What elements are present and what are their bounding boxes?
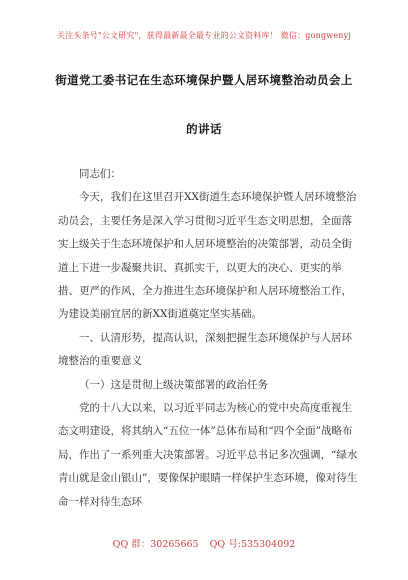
document-title-line-1: 街道党工委书记在生态环境保护暨人居环境整治动员会上 <box>55 73 353 87</box>
document-body <box>58 163 358 514</box>
section-heading-1: 一、认清形势，提高认识，深刻把握生态环境保护与人居环境整治的重要意义 <box>58 331 352 368</box>
paragraph-body: 党的十八大以来，以习近平同志为核心的党中央高度重视生态文明建设，将其纳入“五位一体”总体布局和“四个全面”战略布局，作出了一系列重大决策部署。习近平总书记多次强调，“绿水青山就是金山银山”，要像保护眼睛一样保护生态环境，像对待生命一样对待生态环 <box>58 402 358 508</box>
footer-qq-number: QQ 号:535304092 <box>209 539 296 550</box>
footer-contact <box>0 536 408 550</box>
paragraph-intro: 今天，我们在这里召开XX街道生态环境保护暨人居环境整治动员会，主要任务是深入学习贯彻习近平生态文明思想，全面落实上级关于生态环境保护和人居环境整治的决策部署，动员全街道上下进一步凝聚共识、真抓实干，以更大的决心、更实的举措、更严的作风，全力推进生态环境保护和人居环境整治工作，为建设美丽宜居的新XX街道奠定坚实基础。 <box>58 191 357 321</box>
salutation: 同志们： <box>79 168 121 180</box>
document-title-line-2: 的讲话 <box>186 122 222 136</box>
header-notice: 关注头条号"公文研究"，获得最新最全最专业的公文资料库！ 微信：gongwenyj <box>56 31 352 40</box>
footer-qq-group: QQ 群：30265665 <box>112 539 199 550</box>
subsection-heading-1: （一）这是贯彻上级决策部署的政治任务 <box>79 378 268 391</box>
